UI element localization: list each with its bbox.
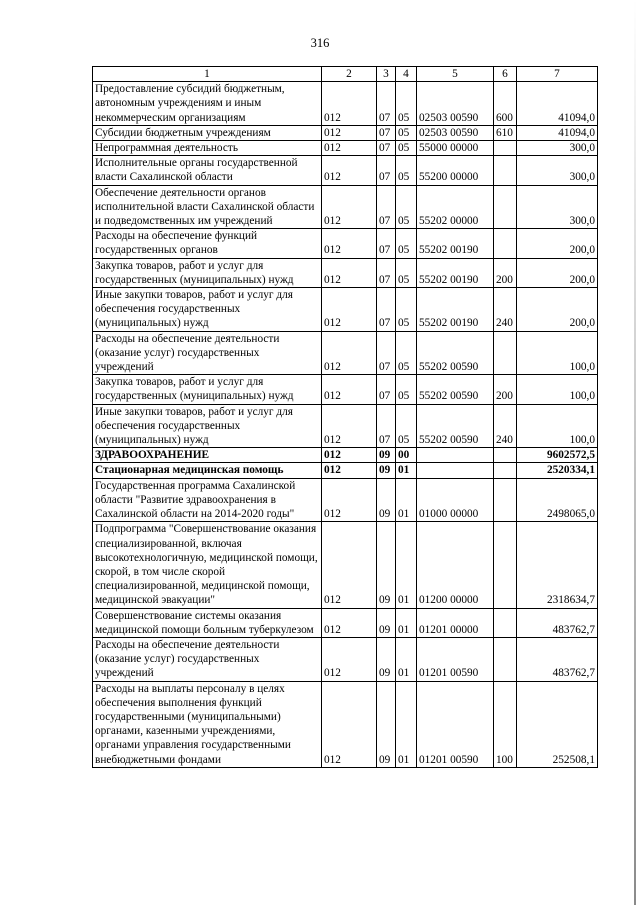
item-name-cell: Государственная программа Сахалинской области "Развитие здравоохранения в Сахалинской области на 2014-2020 годы" [93,478,322,522]
item-name-cell: Иные закупки товаров, работ и услуг для обеспечения государственных (муниципальных) нужд [93,404,322,448]
item-name-cell: Субсидии бюджетным учреждениям [93,125,322,140]
section-code-cell: 07 [377,288,396,332]
section-code-cell: 09 [377,478,396,522]
ministry-code-cell: 012 [322,82,377,126]
target-article-cell: 55202 00590 [417,331,494,375]
section-code-cell: 07 [377,331,396,375]
target-article-cell: 55202 00190 [417,229,494,258]
subsection-code-cell: 05 [396,185,417,229]
table-row [93,331,598,375]
col-header-7: 7 [517,67,598,82]
amount-cell: 2318634,7 [517,522,598,608]
amount-cell: 100,0 [517,331,598,375]
col-header-2: 2 [322,67,377,82]
ministry-code-cell: 012 [322,229,377,258]
scan-edge-shadow [634,0,636,905]
col-header-6: 6 [494,67,517,82]
amount-cell: 2520334,1 [517,463,598,478]
subsection-code-cell: 01 [396,608,417,637]
section-code-cell: 09 [377,522,396,608]
ministry-code-cell: 012 [322,331,377,375]
item-name-cell: Обеспечение деятельности органов исполнительной власти Сахалинской области и подведомственных им учреждений [93,185,322,229]
expense-type-cell [494,141,517,156]
subsection-code-cell: 00 [396,448,417,463]
target-article-cell: 02503 00590 [417,82,494,126]
amount-cell: 200,0 [517,288,598,332]
target-article-cell: 55200 00000 [417,156,494,185]
ministry-code-cell: 012 [322,478,377,522]
subsection-code-cell: 05 [396,258,417,287]
subsection-code-cell: 05 [396,82,417,126]
item-name-cell: Закупка товаров, работ и услуг для государственных (муниципальных) нужд [93,258,322,287]
ministry-code-cell: 012 [322,463,377,478]
amount-cell: 300,0 [517,156,598,185]
expense-type-cell: 200 [494,258,517,287]
expense-type-cell [494,331,517,375]
table-row [93,258,598,287]
section-code-cell: 07 [377,125,396,140]
target-article-cell [417,448,494,463]
amount-cell: 300,0 [517,141,598,156]
section-code-cell: 07 [377,82,396,126]
target-article-cell: 02503 00590 [417,125,494,140]
item-name-cell: Подпрограмма "Совершенствование оказания специализированной, включая высокотехнологичную, медицинской помощи, скорой, в том числе скорой специализированной, медицинской помощи, медицинской эвакуации" [93,522,322,608]
table-row [93,185,598,229]
ministry-code-cell: 012 [322,522,377,608]
item-name-cell: Исполнительные органы государственной власти Сахалинской области [93,156,322,185]
col-header-5: 5 [417,67,494,82]
section-code-cell: 07 [377,404,396,448]
section-code-cell: 09 [377,448,396,463]
section-code-cell: 09 [377,637,396,681]
ministry-code-cell: 012 [322,258,377,287]
table-row [93,448,598,463]
subsection-code-cell: 05 [396,331,417,375]
amount-cell: 100,0 [517,375,598,404]
table-row [93,478,598,522]
header-row [93,67,598,82]
amount-cell: 41094,0 [517,125,598,140]
item-name-cell: Расходы на обеспечение деятельности (оказание услуг) государственных учреждений [93,331,322,375]
target-article-cell: 55202 00590 [417,375,494,404]
item-name-cell: ЗДРАВООХРАНЕНИЕ [93,448,322,463]
budget-table [92,66,598,768]
ministry-code-cell: 012 [322,448,377,463]
expense-type-cell [494,448,517,463]
table-row [93,608,598,637]
table-row [93,404,598,448]
ministry-code-cell: 012 [322,608,377,637]
amount-cell: 483762,7 [517,637,598,681]
section-code-cell: 07 [377,185,396,229]
item-name-cell: Предоставление субсидий бюджетным, автономным учреждениям и иным некоммерческим организациям [93,82,322,126]
target-article-cell: 55202 00590 [417,404,494,448]
target-article-cell: 01201 00000 [417,608,494,637]
item-name-cell: Расходы на выплаты персоналу в целях обеспечения выполнения функций государственными (муниципальными) органами, казенными учреждениями, органами управления государственными внебюджетными фондами [93,681,322,767]
item-name-cell: Стационарная медицинская помощь [93,463,322,478]
item-name-cell: Расходы на обеспечение функций государственных органов [93,229,322,258]
table-row [93,681,598,767]
item-name-cell: Иные закупки товаров, работ и услуг для обеспечения государственных (муниципальных) нужд [93,288,322,332]
section-code-cell: 07 [377,156,396,185]
target-article-cell: 55000 00000 [417,141,494,156]
table-row [93,637,598,681]
subsection-code-cell: 05 [396,125,417,140]
table-row [93,125,598,140]
item-name-cell: Закупка товаров, работ и услуг для государственных (муниципальных) нужд [93,375,322,404]
expense-type-cell [494,463,517,478]
subsection-code-cell: 01 [396,522,417,608]
ministry-code-cell: 012 [322,681,377,767]
section-code-cell: 07 [377,375,396,404]
target-article-cell [417,463,494,478]
ministry-code-cell: 012 [322,375,377,404]
ministry-code-cell: 012 [322,185,377,229]
section-code-cell: 09 [377,681,396,767]
section-code-cell: 07 [377,258,396,287]
target-article-cell: 55202 00190 [417,258,494,287]
item-name-cell: Совершенствование системы оказания медицинской помощи больным туберкулезом [93,608,322,637]
section-code-cell: 07 [377,141,396,156]
amount-cell: 483762,7 [517,608,598,637]
subsection-code-cell: 05 [396,141,417,156]
table-row [93,141,598,156]
subsection-code-cell: 01 [396,478,417,522]
amount-cell: 252508,1 [517,681,598,767]
section-code-cell: 09 [377,463,396,478]
expense-type-cell [494,156,517,185]
table-row [93,288,598,332]
amount-cell: 2498065,0 [517,478,598,522]
target-article-cell: 01000 00000 [417,478,494,522]
expense-type-cell: 240 [494,288,517,332]
col-header-4: 4 [396,67,417,82]
expense-type-cell [494,185,517,229]
item-name-cell: Непрограммная деятельность [93,141,322,156]
table-row [93,156,598,185]
section-code-cell: 07 [377,229,396,258]
col-header-3: 3 [377,67,396,82]
table-row [93,375,598,404]
col-header-1: 1 [93,67,322,82]
expense-type-cell [494,522,517,608]
subsection-code-cell: 05 [396,404,417,448]
table-row [93,522,598,608]
amount-cell: 100,0 [517,404,598,448]
target-article-cell: 01201 00590 [417,681,494,767]
target-article-cell: 55202 00190 [417,288,494,332]
target-article-cell: 01200 00000 [417,522,494,608]
ministry-code-cell: 012 [322,404,377,448]
table-row [93,463,598,478]
target-article-cell: 01201 00590 [417,637,494,681]
table-row [93,82,598,126]
subsection-code-cell: 01 [396,637,417,681]
expense-type-cell: 100 [494,681,517,767]
table-row [93,229,598,258]
expense-type-cell [494,608,517,637]
ministry-code-cell: 012 [322,156,377,185]
item-name-cell: Расходы на обеспечение деятельности (оказание услуг) государственных учреждений [93,637,322,681]
section-code-cell: 09 [377,608,396,637]
ministry-code-cell: 012 [322,141,377,156]
expense-type-cell: 600 [494,82,517,126]
ministry-code-cell: 012 [322,125,377,140]
subsection-code-cell: 05 [396,229,417,258]
subsection-code-cell: 05 [396,156,417,185]
amount-cell: 200,0 [517,229,598,258]
ministry-code-cell: 012 [322,288,377,332]
ministry-code-cell: 012 [322,637,377,681]
amount-cell: 41094,0 [517,82,598,126]
page-number: 316 [310,36,330,50]
amount-cell: 9602572,5 [517,448,598,463]
amount-cell: 200,0 [517,258,598,287]
target-article-cell: 55202 00000 [417,185,494,229]
expense-type-cell: 240 [494,404,517,448]
expense-type-cell: 200 [494,375,517,404]
expense-type-cell [494,478,517,522]
expense-type-cell: 610 [494,125,517,140]
expense-type-cell [494,637,517,681]
expense-type-cell [494,229,517,258]
subsection-code-cell: 01 [396,681,417,767]
subsection-code-cell: 05 [396,375,417,404]
subsection-code-cell: 05 [396,288,417,332]
amount-cell: 300,0 [517,185,598,229]
subsection-code-cell: 01 [396,463,417,478]
